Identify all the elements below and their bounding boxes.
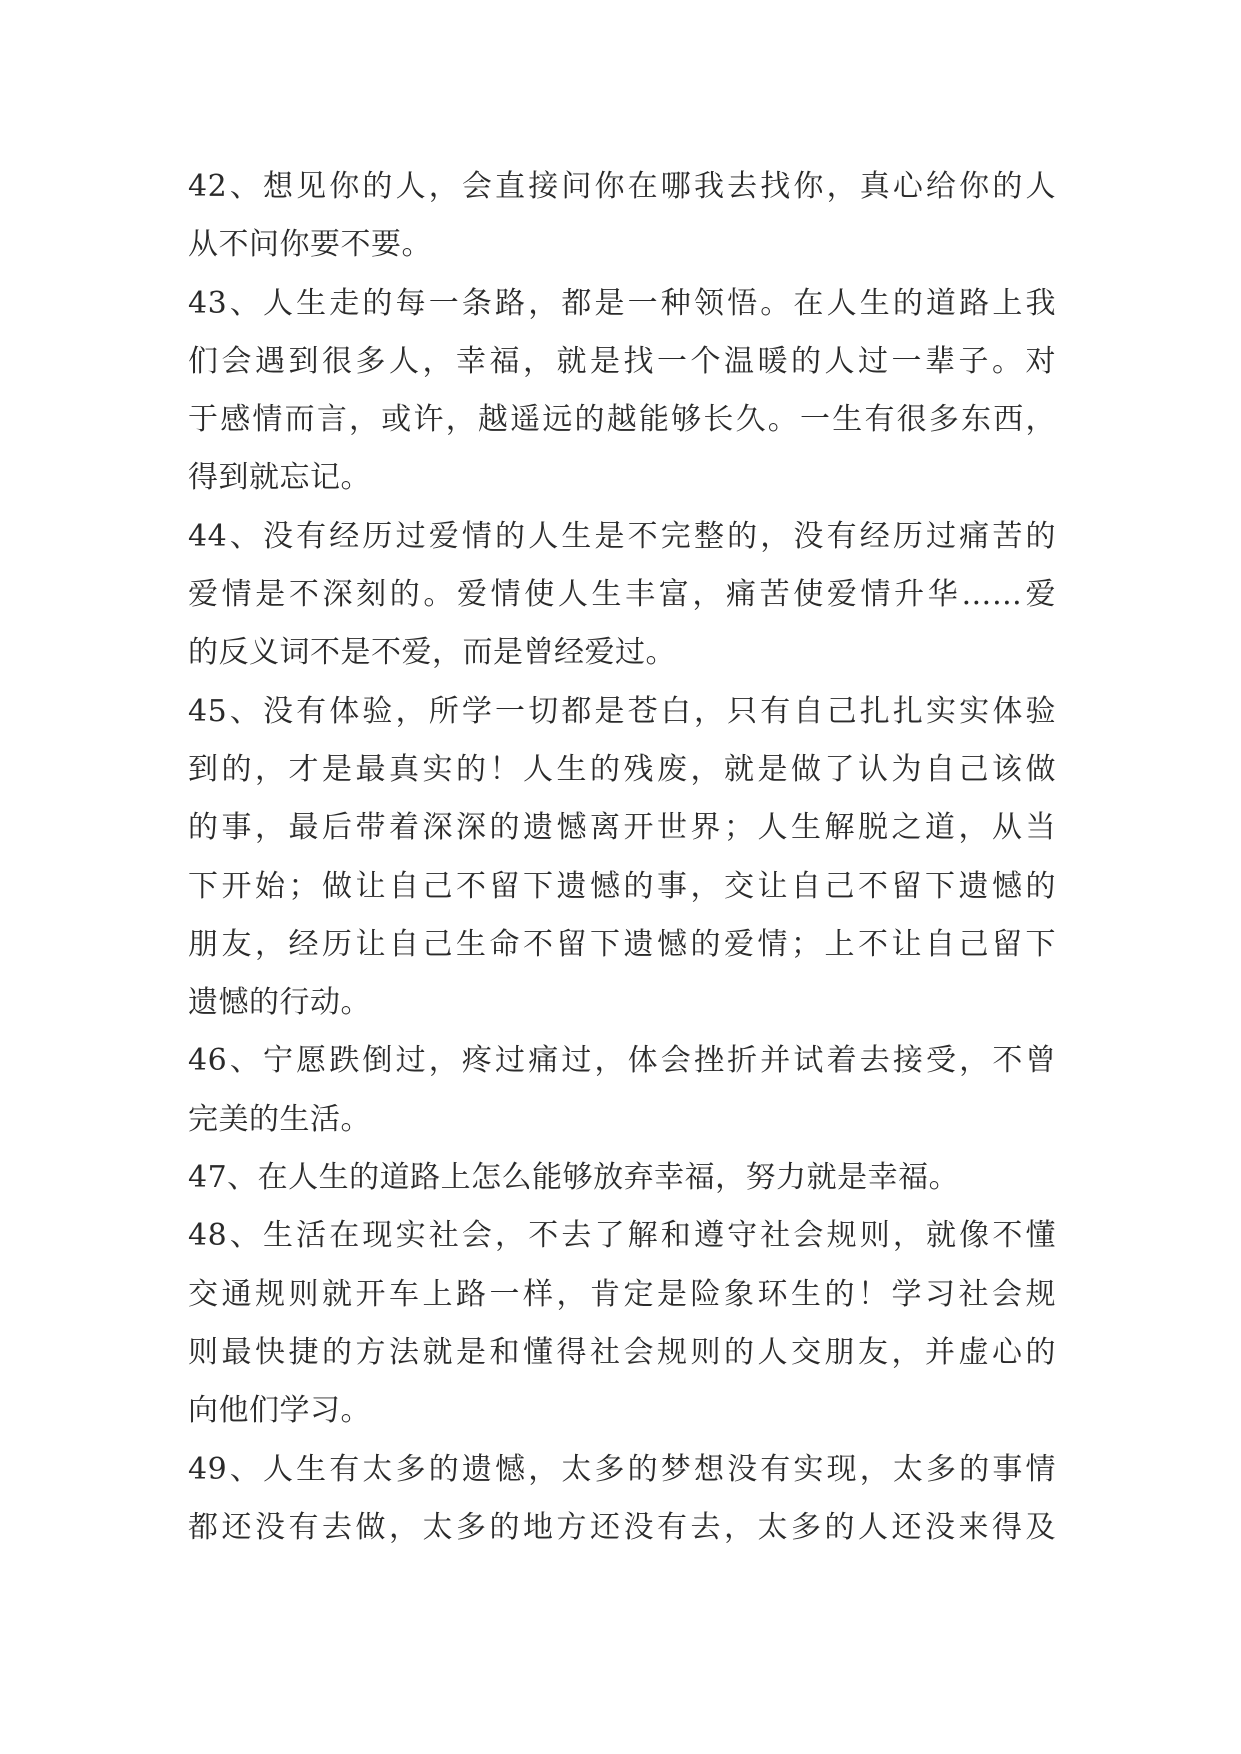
- text-line: 向他们学习。: [188, 1393, 371, 1429]
- text-line: 49、人生有太多的遗憾，太多的梦想没有实现，太多的事情: [188, 1451, 1056, 1487]
- text-line: 交通规则就开车上路一样，肯定是险象环生的！学习社会规: [188, 1276, 1056, 1312]
- text-line: 遗憾的行动。: [188, 985, 371, 1021]
- text-line: 得到就忘记。: [188, 460, 371, 496]
- text-line: 45、没有体验，所学一切都是苍白，只有自己扎扎实实体验: [188, 693, 1056, 729]
- text-line: 42、想见你的人，会直接问你在哪我去找你，真心给你的人: [188, 169, 1056, 204]
- text-line: 46、宁愿跌倒过，疼过痛过，体会挫折并试着去接受，不曾: [188, 1043, 1056, 1079]
- text-line: 从不问你要不要。: [188, 227, 432, 263]
- text-line: 们会遇到很多人，幸福，就是找一个温暖的人过一辈子。对: [188, 343, 1056, 379]
- text-line: 43、人生走的每一条路，都是一种领悟。在人生的道路上我: [188, 285, 1056, 321]
- text-line: 到的，才是最真实的！人生的残废，就是做了认为自己该做: [188, 751, 1056, 787]
- document-body: [188, 158, 1056, 1557]
- text-line: 的事，最后带着深深的遗憾离开世界；人生解脱之道，从当: [188, 810, 1056, 846]
- text-line: 的反义词不是不爱，而是曾经爱过。: [188, 635, 676, 671]
- text-line: 则最快捷的方法就是和懂得社会规则的人交朋友，并虚心的: [188, 1334, 1056, 1370]
- text-line: 48、生活在现实社会，不去了解和遵守社会规则，就像不懂: [188, 1218, 1056, 1254]
- text-line: 朋友，经历让自己生命不留下遗憾的爱情；上不让自己留下: [188, 926, 1056, 962]
- text-line: 44、没有经历过爱情的人生是不完整的，没有经历过痛苦的: [188, 518, 1056, 554]
- text-line: 都还没有去做，太多的地方还没有去，太多的人还没来得及: [188, 1509, 1056, 1545]
- text-line: 下开始；做让自己不留下遗憾的事，交让自己不留下遗憾的: [188, 868, 1056, 904]
- text-line: 于感情而言，或许，越遥远的越能够长久。一生有很多东西，: [188, 402, 1056, 438]
- text-line: 完美的生活。: [188, 1101, 371, 1137]
- text-line: 爱情是不深刻的。爱情使人生丰富，痛苦使爱情升华……爱: [188, 577, 1056, 613]
- text-line: 47、在人生的道路上怎么能够放弃幸福，努力就是幸福。: [188, 1160, 960, 1196]
